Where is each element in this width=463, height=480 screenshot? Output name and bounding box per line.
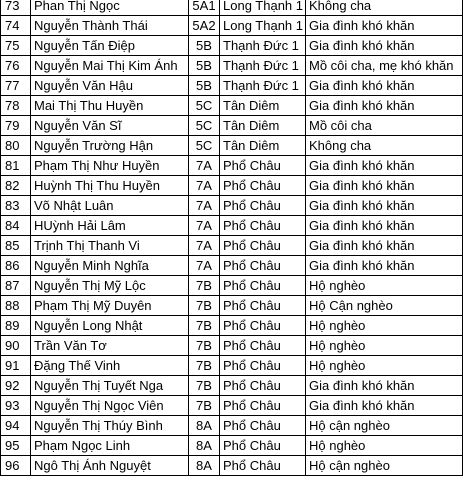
cell-class: 7B [189,316,220,336]
cell-circumstance: Gia đình khó khăn [306,396,463,416]
table-row [1,56,463,76]
cell-class: 7B [189,396,220,416]
cell-school: Phổ Châu [220,276,306,296]
cell-number: 84 [1,216,31,236]
cell-student-name: Phạm Ngọc Linh [31,436,189,456]
cell-class: 8A [189,456,220,476]
cell-student-name: Nguyễn Trường Hận [31,136,189,156]
cell-number: 89 [1,316,31,336]
table-row [1,416,463,436]
cell-school: Phổ Châu [220,396,306,416]
cell-class: 5B [189,56,220,76]
cell-circumstance: Không cha [306,0,463,16]
cell-number: 81 [1,156,31,176]
table-row [1,196,463,216]
cell-circumstance: Hộ nghèo [306,356,463,376]
cell-number: 76 [1,56,31,76]
table-row [1,456,463,476]
cell-student-name: Đặng Thế Vinh [31,356,189,376]
cell-circumstance: Gia đình khó khăn [306,36,463,56]
cell-student-name: Nguyễn Tấn Điệp [31,36,189,56]
cell-class: 5C [189,96,220,116]
table-row [1,376,463,396]
cell-circumstance: Hộ cận nghèo [306,456,463,476]
cell-number: 82 [1,176,31,196]
table-row [1,136,463,156]
cell-circumstance: Hộ nghèo [306,436,463,456]
cell-class: 7A [189,216,220,236]
cell-student-name: Nguyễn Văn Sĩ [31,116,189,136]
cell-number: 78 [1,96,31,116]
cell-number: 96 [1,456,31,476]
cell-school: Phổ Châu [220,316,306,336]
cell-school: Phổ Châu [220,356,306,376]
cell-class: 8A [189,436,220,456]
cell-school: Thạnh Đức 1 [220,56,306,76]
cell-circumstance: Hộ nghèo [306,276,463,296]
cell-number: 94 [1,416,31,436]
cell-student-name: Nguyễn Thị Thúy Bình [31,416,189,436]
cell-school: Thạnh Đức 1 [220,36,306,56]
cell-student-name: Phạm Thị Như Huyền [31,156,189,176]
cell-circumstance: Gia đình khó khăn [306,176,463,196]
cell-class: 5C [189,116,220,136]
cell-student-name: Nguyễn Thành Thái [31,16,189,36]
cell-student-name: Mai Thị Thu Huyền [31,96,189,116]
cell-student-name: Nguyễn Thị Mỹ Lộc [31,276,189,296]
cell-circumstance: Mồ côi cha [306,116,463,136]
table-row [1,396,463,416]
cell-number: 85 [1,236,31,256]
cell-circumstance: Hộ nghèo [306,316,463,336]
cell-class: 7B [189,376,220,396]
cell-class: 5B [189,76,220,96]
cell-school: Long Thạnh 1 [220,16,306,36]
cell-number: 90 [1,336,31,356]
cell-school: Phổ Châu [220,416,306,436]
cell-number: 91 [1,356,31,376]
cell-student-name: Phạm Thị Mỹ Duyên [31,296,189,316]
table-row [1,116,463,136]
cell-school: Tân Diêm [220,116,306,136]
cell-circumstance: Gia đình khó khăn [306,156,463,176]
cell-number: 73 [1,0,31,16]
cell-student-name: Trịnh Thị Thanh Vi [31,236,189,256]
cell-circumstance: Hộ Cận nghèo [306,296,463,316]
cell-circumstance: Gia đình khó khăn [306,196,463,216]
cell-class: 5A1 [189,0,220,16]
cell-circumstance: Gia đình khó khăn [306,16,463,36]
cell-school: Phổ Châu [220,296,306,316]
cell-class: 7B [189,296,220,316]
cell-class: 7A [189,256,220,276]
cell-school: Phổ Châu [220,256,306,276]
cell-school: Phổ Châu [220,156,306,176]
cell-circumstance: Hộ cận nghèo [306,416,463,436]
cell-circumstance: Gia đình khó khăn [306,216,463,236]
cell-number: 74 [1,16,31,36]
cell-class: 7A [189,196,220,216]
cell-student-name: Nguyễn Minh Nghĩa [31,256,189,276]
table-row [1,296,463,316]
cell-number: 83 [1,196,31,216]
cell-number: 79 [1,116,31,136]
table-row [1,16,463,36]
table-row [1,96,463,116]
cell-circumstance: Gia đình khó khăn [306,256,463,276]
cell-school: Phổ Châu [220,196,306,216]
cell-school: Phổ Châu [220,236,306,256]
table-row [1,316,463,336]
cell-school: Phổ Châu [220,176,306,196]
cell-school: Phổ Châu [220,436,306,456]
cell-circumstance: Gia đình khó khăn [306,376,463,396]
cell-class: 5B [189,36,220,56]
table-row [1,156,463,176]
cell-student-name: Huỳnh Thị Thu Huyền [31,176,189,196]
table-row [1,236,463,256]
table-row [1,256,463,276]
table-row [1,216,463,236]
cell-school: Phổ Châu [220,376,306,396]
cell-class: 7A [189,176,220,196]
cell-school: Thạnh Đức 1 [220,76,306,96]
cell-number: 75 [1,36,31,56]
cell-school: Tân Diêm [220,96,306,116]
table-row [1,36,463,56]
cell-school: Phổ Châu [220,216,306,236]
cell-school: Tân Diêm [220,136,306,156]
cell-number: 77 [1,76,31,96]
table-body [1,0,463,476]
table-row [1,76,463,96]
cell-student-name: Ngô Thị Ánh Nguyệt [31,456,189,476]
cell-class: 7B [189,336,220,356]
cell-number: 93 [1,396,31,416]
cell-school: Long Thạnh 1 [220,0,306,16]
cell-circumstance: Hộ nghèo [306,336,463,356]
cell-student-name: Võ Nhật Luân [31,196,189,216]
cell-circumstance: Gia đình khó khăn [306,96,463,116]
table-row [1,0,463,16]
cell-class: 7A [189,156,220,176]
cell-class: 8A [189,416,220,436]
cell-student-name: Nguyễn Văn Hậu [31,76,189,96]
cell-student-name: Nguyễn Long Nhật [31,316,189,336]
cell-class: 5C [189,136,220,156]
cell-circumstance: Gia đình khó khăn [306,236,463,256]
cell-circumstance: Mồ côi cha, mẹ khó khăn [306,56,463,76]
table-row [1,336,463,356]
table-row [1,356,463,376]
cell-circumstance: Không cha [306,136,463,156]
table-row [1,176,463,196]
cell-student-name: HUỳnh Hải Lâm [31,216,189,236]
cell-student-name: Phan Thị Ngọc [31,0,189,16]
cell-number: 88 [1,296,31,316]
cell-class: 7B [189,276,220,296]
cell-number: 87 [1,276,31,296]
table-row [1,436,463,456]
cell-number: 92 [1,376,31,396]
cell-circumstance: Gia đình khó khăn [306,76,463,96]
cell-school: Phổ Châu [220,456,306,476]
cell-number: 86 [1,256,31,276]
cell-student-name: Nguyễn Thị Tuyết Nga [31,376,189,396]
cell-class: 7B [189,356,220,376]
cell-number: 80 [1,136,31,156]
cell-student-name: Trần Văn Tơ [31,336,189,356]
cell-student-name: Nguyễn Thị Ngọc Viên [31,396,189,416]
cell-number: 95 [1,436,31,456]
cell-class: 7A [189,236,220,256]
cell-student-name: Nguyễn Mai Thị Kim Ánh [31,56,189,76]
table-row [1,276,463,296]
cell-school: Phổ Châu [220,336,306,356]
cell-class: 5A2 [189,16,220,36]
